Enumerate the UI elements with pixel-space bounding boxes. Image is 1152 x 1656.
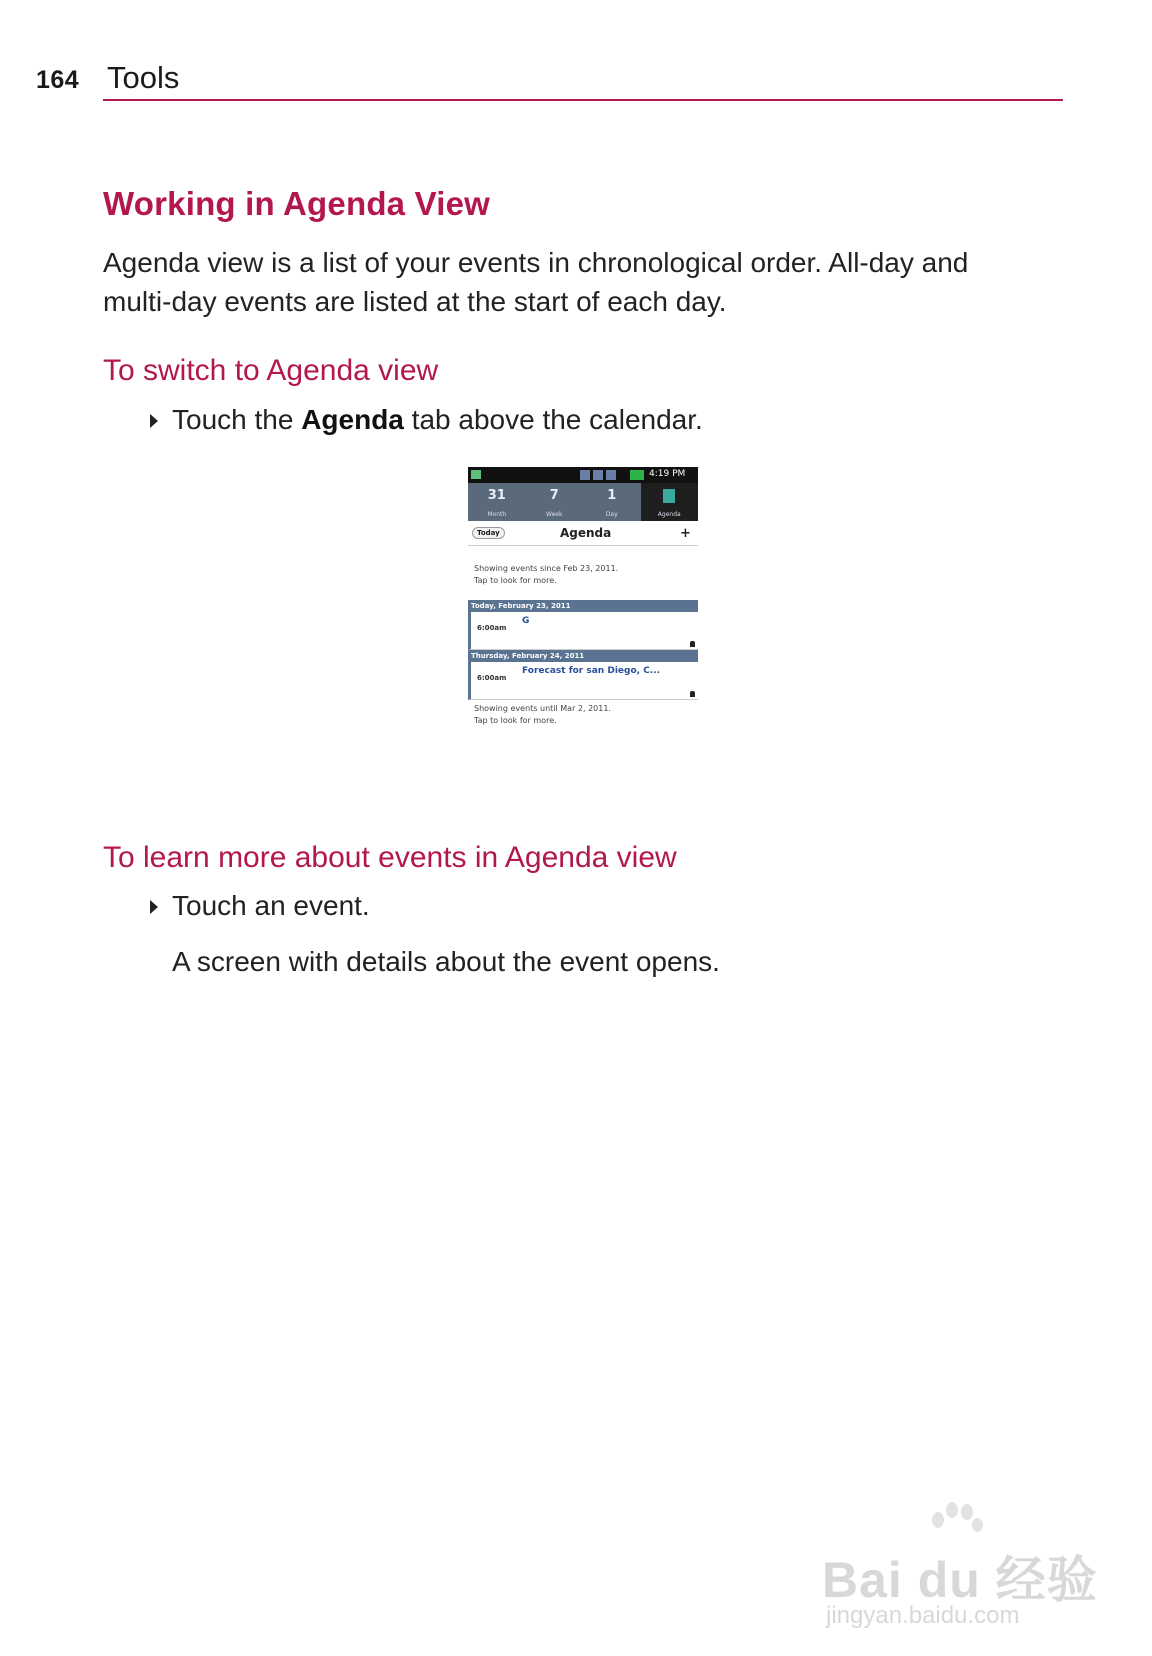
tab-day[interactable] [583,483,641,521]
event-row[interactable] [468,662,698,700]
status-icons [580,470,620,480]
tab-month[interactable] [468,483,526,521]
agenda-list-icon [663,489,675,503]
battery-icon [630,470,644,480]
info-line: Tap to look for more. [474,716,557,725]
event-row[interactable] [468,612,698,650]
load-later-events[interactable] [474,703,611,727]
step-text-pre: Touch the [172,404,302,435]
step-text-bold: Agenda [301,404,404,435]
event-time: 6:00am [477,674,507,682]
day-header: Thursday, February 24, 2011 [468,650,698,662]
info-line: Showing events since Feb 23, 2011. [474,564,619,573]
bullet-arrow-icon [150,414,158,428]
reminder-bell-icon [690,691,695,697]
event-title: G [522,616,530,626]
step-touch-event: Touch an event. [172,890,370,921]
network-icon [593,470,603,480]
signal-icon [606,470,616,480]
intro-paragraph: Agenda view is a list of your events in chronological order. All-day and multi-day events are listed at the start of each day. [103,247,969,317]
today-button[interactable]: Today [472,527,505,539]
load-earlier-events[interactable] [474,563,618,587]
step-switch-agenda [172,404,703,436]
tab-label: Month [487,511,507,518]
watermark-site: jingyan.baidu.com [826,1602,1020,1629]
subheading-switch-agenda: To switch to Agenda view [103,354,439,387]
page-title: Working in Agenda View [103,185,491,222]
header-divider [103,99,1063,101]
event-time: 6:00am [477,624,507,632]
step-result: A screen with details about the event opens. [172,946,720,977]
status-clock: 4:19 PM [649,469,686,479]
info-line: Tap to look for more. [474,576,557,585]
agenda-screenshot [468,467,698,739]
step-text-post: tab above the calendar. [403,404,703,435]
event-title: Forecast for san Diego, C... [522,666,661,676]
add-event-button[interactable]: + [680,526,691,541]
notification-icon [471,470,481,479]
agenda-title: Agenda [560,526,612,540]
week-calendar-icon: 7 [549,488,559,503]
status-bar [468,467,698,483]
month-calendar-icon: 31 [487,488,506,503]
baidu-watermark [822,1500,1102,1640]
tab-label: Agenda [657,511,681,518]
tab-week[interactable] [526,483,584,521]
day-calendar-icon: 1 [607,488,617,503]
info-line: Showing events until Mar 2, 2011. [474,704,611,713]
reminder-bell-icon [690,641,695,647]
section-title: Tools [107,60,180,95]
tab-label: Day [605,511,618,518]
calendar-tab-bar [468,483,698,521]
gps-icon [580,470,590,480]
tab-agenda[interactable] [641,483,699,521]
tab-label: Week [546,511,563,518]
page-number: 164 [36,66,80,94]
bullet-arrow-icon [150,900,158,914]
day-header: Today, February 23, 2011 [468,600,698,612]
watermark-logo: Bai du 经验 [822,1552,1098,1608]
subheading-learn-events: To learn more about events in Agenda view [103,841,677,874]
agenda-header-bar [468,521,698,546]
